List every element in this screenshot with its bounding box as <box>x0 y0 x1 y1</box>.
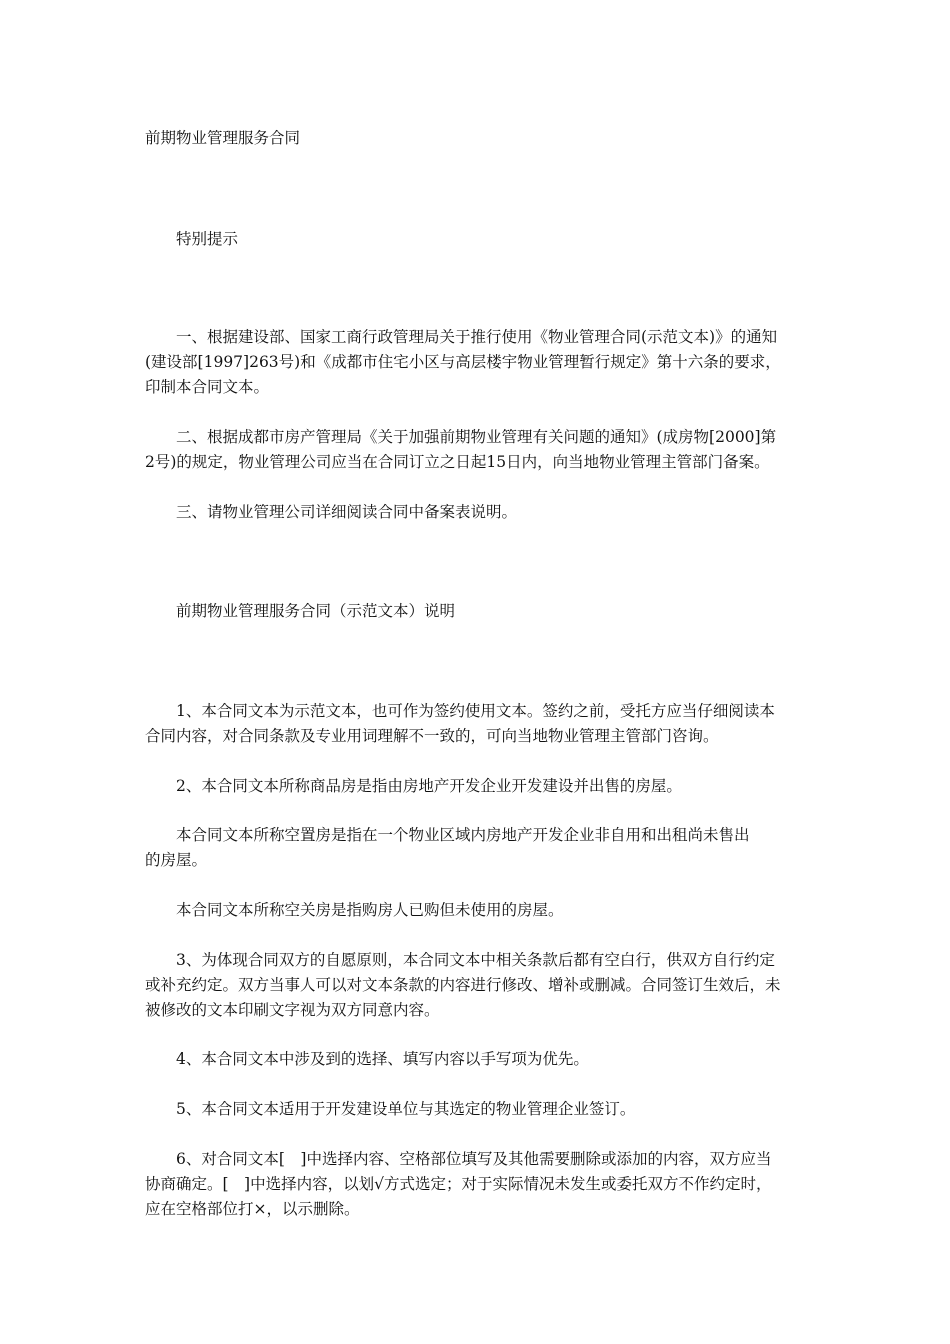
explanation-item-5-line-2: 或补充约定。双方当事人可以对文本条款的内容进行修改、增补或删减。合同签订生效后，未 <box>145 976 781 994</box>
notice-item-1-line-2: (建设部[1997]263号)和《成都市住宅小区与高层楼宇物业管理暂行规定》第十六条的要求， <box>145 353 781 371</box>
explanation-item-5-line-3: 被修改的文本印刷文字视为双方同意内容。 <box>145 1001 440 1019</box>
explanation-item-3-line-2: 的房屋。 <box>145 851 208 869</box>
explanation-item-3-line-1: 本合同文本所称空置房是指在一个物业区域内房地产开发企业非自用和出租尚未售出 <box>176 826 750 844</box>
document-title: 前期物业管理服务合同 <box>145 129 301 147</box>
notice-item-2-line-1: 二、根据成都市房产管理局《关于加强前期物业管理有关问题的通知》(成房物[2000]第 <box>176 428 777 446</box>
explanation-item-6-line-1: 4、本合同文本中涉及到的选择、填写内容以手写项为优先。 <box>176 1050 589 1068</box>
explanation-item-5-line-1: 3、为体现合同双方的自愿原则，本合同文本中相关条款后都有空白行，供双方自行约定 <box>176 951 775 969</box>
explanation-heading: 前期物业管理服务合同（示范文本）说明 <box>176 602 456 620</box>
notice-item-1-line-1: 一、根据建设部、国家工商行政管理局关于推行使用《物业管理合同(示范文本)》的通知 <box>176 328 778 346</box>
notice-item-1-line-3: 印制本合同文本。 <box>145 378 270 396</box>
explanation-item-8-line-2: 协商确定。[ ]中选择内容，以划√方式选定；对于实际情况未发生或委托双方不作约定时， <box>145 1175 772 1193</box>
explanation-item-1-line-2: 合同内容，对合同条款及专业用词理解不一致的，可向当地物业管理主管部门咨询。 <box>145 727 719 745</box>
notice-heading: 特别提示 <box>176 230 239 248</box>
explanation-item-7-line-1: 5、本合同文本适用于开发建设单位与其选定的物业管理企业签订。 <box>176 1100 636 1118</box>
explanation-item-2-line-1: 2、本合同文本所称商品房是指由房地产开发企业开发建设并出售的房屋。 <box>176 777 682 795</box>
explanation-item-4-line-1: 本合同文本所称空关房是指购房人已购但未使用的房屋。 <box>176 901 564 919</box>
notice-item-2-line-2: 2号)的规定，物业管理公司应当在合同订立之日起15日内，向当地物业管理主管部门备案。 <box>145 453 770 471</box>
explanation-item-1-line-1: 1、本合同文本为示范文本，也可作为签约使用文本。签约之前，受托方应当仔细阅读本 <box>176 702 775 720</box>
notice-item-3-line-1: 三、请物业管理公司详细阅读合同中备案表说明。 <box>176 503 518 521</box>
explanation-item-8-line-1: 6、对合同文本[ ]中选择内容、空格部位填写及其他需要删除或添加的内容，双方应当 <box>176 1150 772 1168</box>
explanation-item-8-line-3: 应在空格部位打×，以示删除。 <box>145 1200 360 1218</box>
